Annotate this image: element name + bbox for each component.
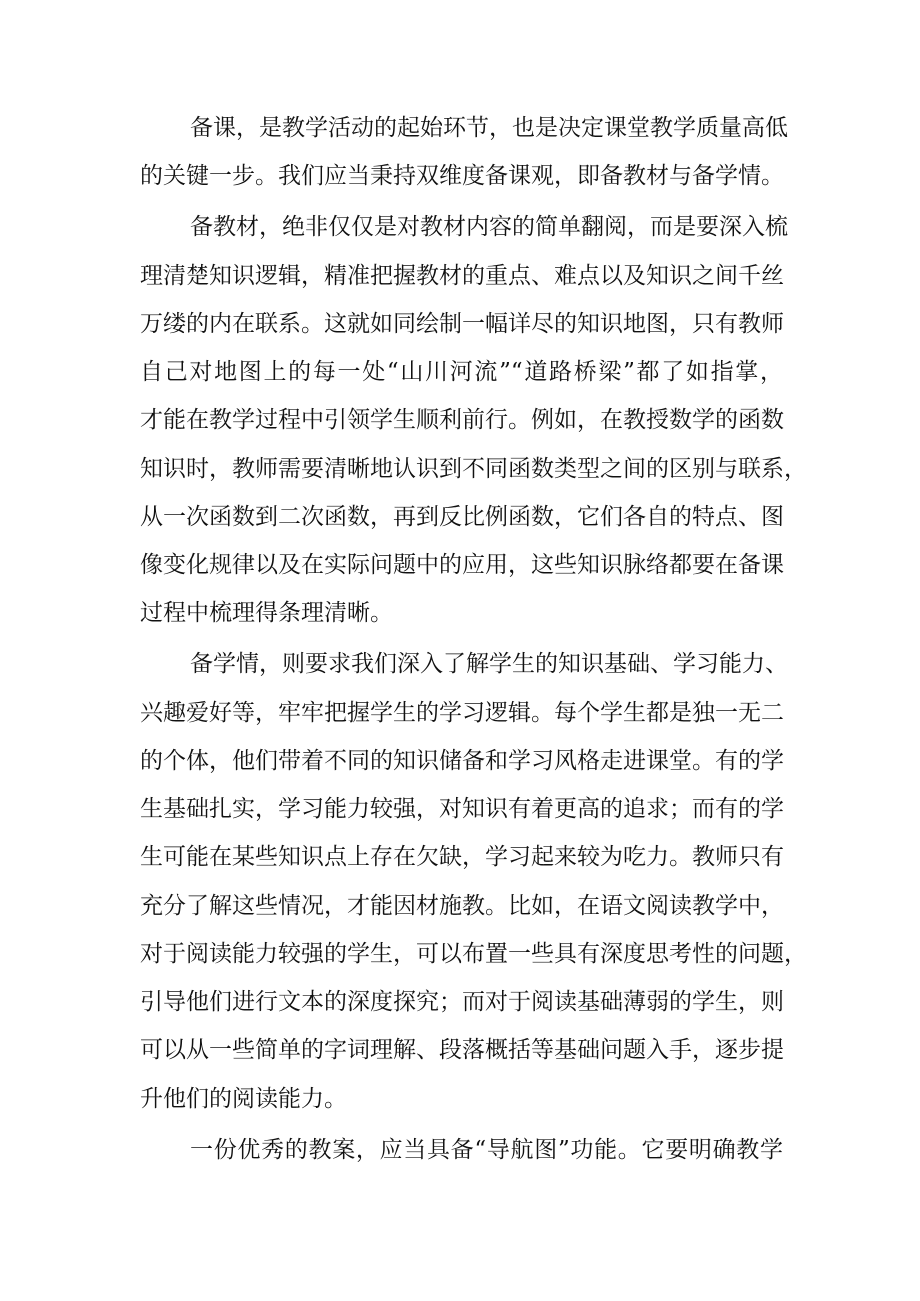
- text-line: 自己对地图上的每一处“山川河流”“道路桥梁”都了如指掌，: [140, 359, 783, 385]
- text-line: 过程中梳理得条理清晰。: [140, 600, 393, 626]
- text-line: 充分了解这些情况，才能因材施教。比如，在语文阅读教学中，: [140, 893, 784, 919]
- text-line: 的关键一步。我们应当秉持双维度备课观，即备教材与备学情。: [140, 163, 784, 189]
- text-line: 的个体，他们带着不同的知识储备和学习风格走进课堂。有的学: [140, 748, 784, 774]
- text-line: 对于阅读能力较强的学生，可以布置一些具有深度思考性的问题，: [140, 941, 807, 967]
- text-line: 可以从一些简单的字词理解、段落概括等基础问题入手，逐步提: [140, 1037, 784, 1063]
- text-line: 备教材，绝非仅仅是对教材内容的简单翻阅，而是要深入梳: [190, 214, 788, 240]
- text-line: 备课，是教学活动的起始环节，也是决定课堂教学质量高低: [190, 115, 788, 141]
- text-line: 从一次函数到二次函数，再到反比例函数，它们各自的特点、图: [140, 504, 784, 530]
- text-line: 理清楚知识逻辑，精准把握教材的重点、难点以及知识之间千丝: [140, 263, 784, 289]
- text-line: 升他们的阅读能力。: [140, 1086, 347, 1112]
- text-line: 兴趣爱好等，牢牢把握学生的学习逻辑。每个学生都是独一无二: [140, 700, 784, 726]
- text-line: 才能在教学过程中引领学生顺利前行。例如，在教授数学的函数: [140, 407, 784, 433]
- text-line: 知识时，教师需要清晰地认识到不同函数类型之间的区别与联系，: [140, 456, 807, 482]
- text-line: 一份优秀的教案，应当具备“导航图”功能。它要明确教学: [190, 1137, 783, 1163]
- text-line: 备学情，则要求我们深入了解学生的知识基础、学习能力、: [190, 651, 788, 677]
- text-line: 像变化规律以及在实际问题中的应用，这些知识脉络都要在备课: [140, 552, 784, 578]
- text-line: 生基础扎实，学习能力较强，对知识有着更高的追求；而有的学: [140, 796, 784, 822]
- text-line: 引导他们进行文本的深度探究；而对于阅读基础薄弱的学生，则: [140, 989, 784, 1015]
- text-line: 万缕的内在联系。这就如同绘制一幅详尽的知识地图，只有教师: [140, 311, 784, 337]
- text-line: 生可能在某些知识点上存在欠缺，学习起来较为吃力。教师只有: [140, 844, 784, 870]
